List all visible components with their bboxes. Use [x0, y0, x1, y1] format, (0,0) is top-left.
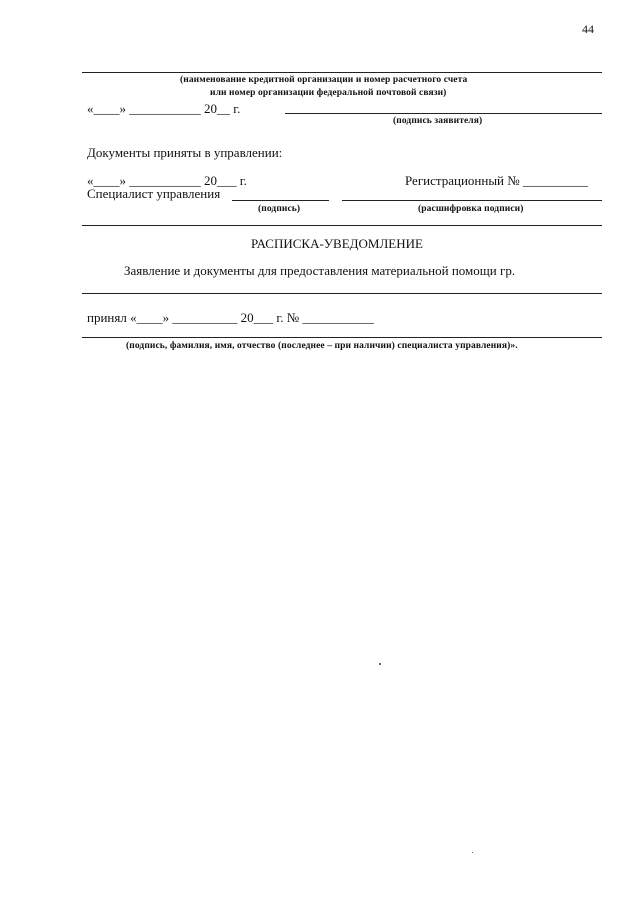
docs-accepted-heading: Документы приняты в управлении:: [87, 145, 283, 160]
applicant-date-line: «____» ___________ 20__ г.: [87, 101, 241, 116]
office-date-line: «____» ___________ 20___ г.: [87, 173, 247, 188]
scan-speck: [472, 852, 473, 853]
specialist-label: Специалист управления: [87, 186, 221, 201]
accepted-line: принял «____» __________ 20___ г. № ___________: [87, 310, 374, 325]
receipt-title: РАСПИСКА-УВЕДОМЛЕНИЕ: [251, 236, 423, 251]
specialist-caption: (подпись, фамилия, имя, отчество (последнее – при наличии) специалиста управления)».: [126, 341, 518, 351]
signature-decode-line: [342, 200, 602, 201]
signature-caption: (подпись): [258, 204, 301, 214]
scan-speck: [379, 663, 381, 665]
applicant-signature-caption: (подпись заявителя): [393, 116, 483, 126]
specialist-sign-line: [82, 337, 602, 338]
receipt-name-line: [82, 293, 602, 294]
bank-name-line: [82, 72, 602, 73]
bank-caption-line2: или номер организации федеральной почтовой связи): [210, 88, 447, 98]
cut-line: [82, 225, 602, 226]
bank-caption-line1: (наименование кредитной организации и номер расчетного счета: [180, 75, 468, 85]
receipt-text: Заявление и документы для предоставления материальной помощи гр.: [124, 263, 516, 278]
page-number: 44: [582, 22, 594, 36]
signature-decode-caption: (расшифровка подписи): [418, 204, 524, 214]
applicant-signature-line: [285, 113, 602, 114]
specialist-signature-line: [232, 200, 329, 201]
registration-number: Регистрационный № __________: [405, 173, 588, 188]
